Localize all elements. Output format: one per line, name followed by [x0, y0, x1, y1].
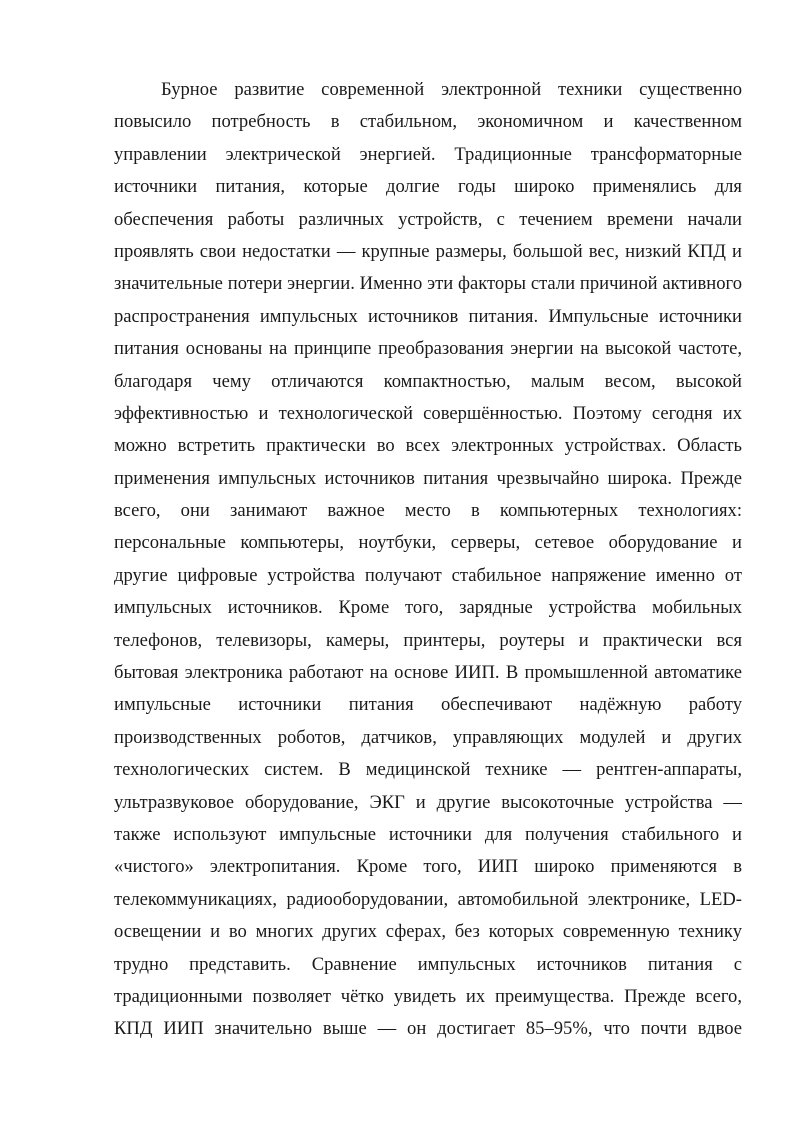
text-line: телефонов, телевизоры, камеры, принтеры, роутеры и практически вся	[114, 629, 742, 651]
text-line: значительные потери энергии. Именно эти факторы стали причиной активного	[114, 273, 742, 295]
text-line: освещении и во многих других сферах, без которых современную технику	[114, 921, 742, 943]
text-line: персональные компьютеры, ноутбуки, серверы, сетевое оборудование и	[114, 532, 742, 554]
text-line: бытовая электроника работают на основе ИИП. В промышленной автоматике	[114, 662, 742, 684]
text-line: телекоммуникациях, радиооборудовании, автомобильной электронике, LED-	[114, 888, 742, 910]
text-line: производственных роботов, датчиков, управляющих модулей и других	[114, 726, 742, 748]
text-line: проявлять свои недостатки — крупные размеры, большой вес, низкий КПД и	[114, 240, 742, 262]
text-line: технологических систем. В медицинской технике — рентген-аппараты,	[114, 759, 742, 781]
text-line: повысило потребность в стабильном, экономичном и качественном	[114, 111, 742, 133]
text-line: эффективностью и технологической совершённостью. Поэтому сегодня их	[114, 402, 742, 424]
text-line: КПД ИИП значительно выше — он достигает 85–95%, что почти вдвое	[114, 1018, 742, 1040]
body-paragraph	[114, 74, 742, 1046]
text-line: применения импульсных источников питания чрезвычайно широка. Прежде	[114, 467, 742, 489]
text-line: обеспечения работы различных устройств, с течением времени начали	[114, 208, 742, 230]
text-line: «чистого» электропитания. Кроме того, ИИП широко применяются в	[114, 856, 742, 878]
text-line: можно встретить практически во всех электронных устройствах. Область	[114, 435, 742, 457]
text-line: распространения импульсных источников питания. Импульсные источники	[114, 305, 742, 327]
text-line: трудно представить. Сравнение импульсных источников питания с	[114, 953, 742, 975]
text-line: Бурное развитие современной электронной техники существенно	[161, 79, 742, 100]
text-line: источники питания, которые долгие годы широко применялись для	[114, 176, 742, 198]
text-line: традиционными позволяет чётко увидеть их преимущества. Прежде всего,	[114, 985, 742, 1007]
text-line: управлении электрической энергией. Традиционные трансформаторные	[114, 143, 742, 165]
text-line: всего, они занимают важное место в компьютерных технологиях:	[114, 500, 742, 522]
text-line: питания основаны на принципе преобразования энергии на высокой частоте,	[114, 338, 742, 360]
text-line: импульсные источники питания обеспечивают надёжную работу	[114, 694, 742, 716]
text-line: также используют импульсные источники для получения стабильного и	[114, 823, 742, 845]
text-line: импульсных источников. Кроме того, зарядные устройства мобильных	[114, 597, 742, 619]
text-line: другие цифровые устройства получают стабильное напряжение именно от	[114, 564, 742, 586]
text-line: благодаря чему отличаются компактностью, малым весом, высокой	[114, 370, 742, 392]
text-line: ультразвуковое оборудование, ЭКГ и другие высокоточные устройства —	[114, 791, 742, 813]
